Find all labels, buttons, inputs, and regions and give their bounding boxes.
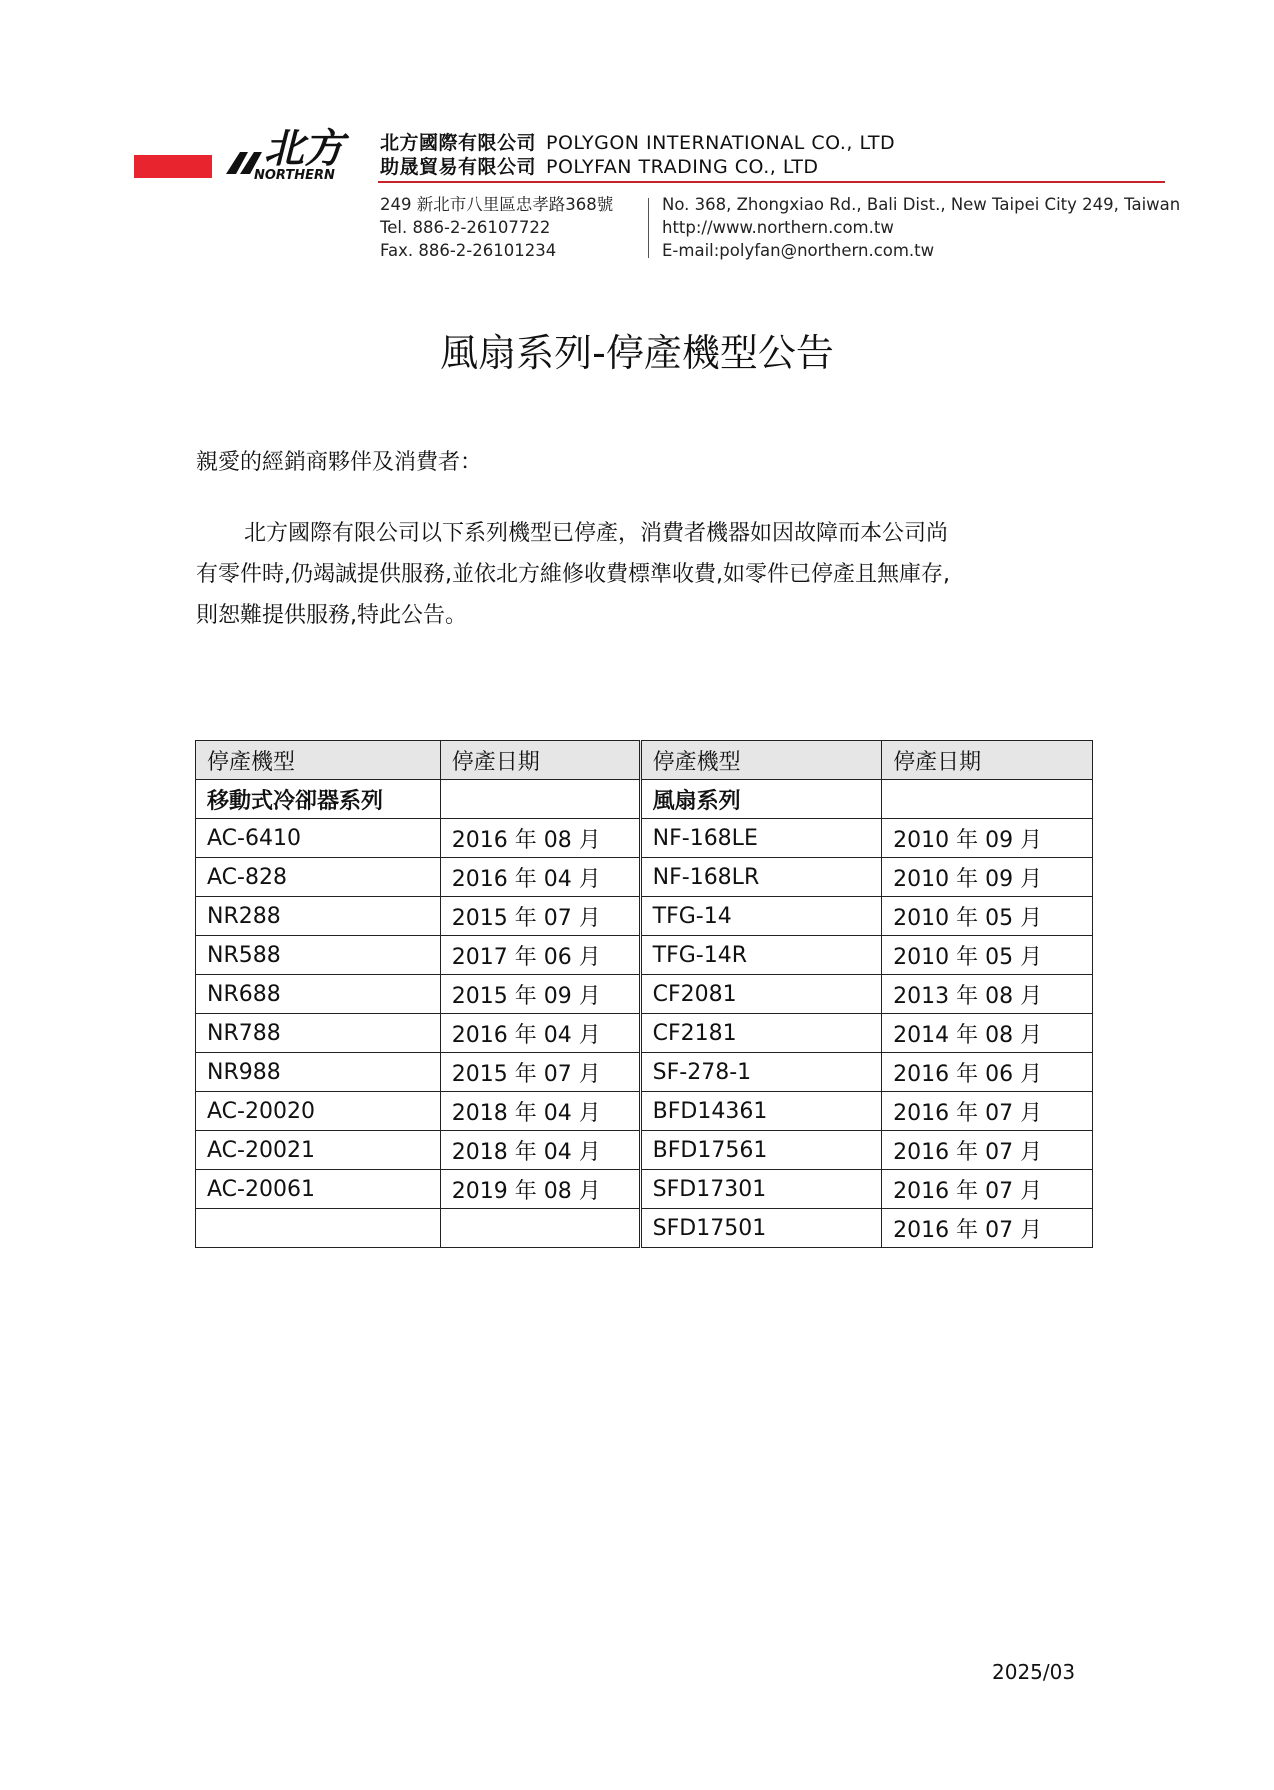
model-cell: BFD14361 <box>640 1092 882 1131</box>
model-cell: AC-828 <box>196 858 441 897</box>
date-cell: 2010 年 09 月 <box>882 819 1093 858</box>
model-cell: TFG-14R <box>640 936 882 975</box>
date-cell: 2016 年 04 月 <box>440 1014 640 1053</box>
model-cell: TFG-14 <box>640 897 882 936</box>
table-header-row <box>196 741 1093 780</box>
contact-separator <box>648 198 649 258</box>
table-cell-empty <box>882 780 1093 819</box>
date-cell: 2016 年 07 月 <box>882 1092 1093 1131</box>
table-row <box>196 1131 1093 1170</box>
website-link[interactable]: http://www.northern.com.tw <box>662 218 894 237</box>
logo-brand-chinese: 北方 <box>264 126 344 172</box>
table-row <box>196 975 1093 1014</box>
date-cell: 2014 年 08 月 <box>882 1014 1093 1053</box>
table-row <box>196 936 1093 975</box>
date-cell: 2016 年 04 月 <box>440 858 640 897</box>
company-name-zh: 助晟貿易有限公司 <box>380 156 537 178</box>
model-cell: NR688 <box>196 975 441 1014</box>
table-row <box>196 1170 1093 1209</box>
header-date: 停產日期 <box>440 741 640 780</box>
date-cell: 2016 年 07 月 <box>882 1131 1093 1170</box>
header-model: 停產機型 <box>640 741 882 780</box>
company-name-zh: 北方國際有限公司 <box>380 132 537 154</box>
date-cell: 2019 年 08 月 <box>440 1170 640 1209</box>
date-cell: 2016 年 08 月 <box>440 819 640 858</box>
model-cell: CF2081 <box>640 975 882 1014</box>
model-cell: BFD17561 <box>640 1131 882 1170</box>
table-row <box>196 897 1093 936</box>
model-cell <box>196 1209 441 1248</box>
header-model: 停產機型 <box>196 741 441 780</box>
date-cell: 2017 年 06 月 <box>440 936 640 975</box>
date-cell: 2016 年 06 月 <box>882 1053 1093 1092</box>
body-line: 則恕難提供服務,特此公告。 <box>196 603 467 628</box>
table-row <box>196 858 1093 897</box>
date-cell: 2015 年 07 月 <box>440 897 640 936</box>
company-line-polyfan <box>380 152 819 179</box>
model-cell: NR988 <box>196 1053 441 1092</box>
model-cell: NF-168LE <box>640 819 882 858</box>
date-cell: 2015 年 09 月 <box>440 975 640 1014</box>
table-row <box>196 1092 1093 1131</box>
contact-right <box>662 193 1180 262</box>
model-cell: AC-6410 <box>196 819 441 858</box>
model-cell: NF-168LR <box>640 858 882 897</box>
table-row <box>196 1014 1093 1053</box>
date-cell: 2010 年 05 月 <box>882 936 1093 975</box>
model-cell: NR788 <box>196 1014 441 1053</box>
date-cell: 2010 年 09 月 <box>882 858 1093 897</box>
table-group-row <box>196 780 1093 819</box>
date-cell: 2016 年 07 月 <box>882 1170 1093 1209</box>
header-divider <box>378 181 1165 183</box>
date-cell: 2015 年 07 月 <box>440 1053 640 1092</box>
model-cell: NR588 <box>196 936 441 975</box>
fax: Fax. 886-2-26101234 <box>380 241 557 260</box>
model-cell: SFD17501 <box>640 1209 882 1248</box>
address-zh: 249 新北市八里區忠孝路368號 <box>380 195 614 214</box>
body-line: 北方國際有限公司以下系列機型已停產，消費者機器如因故障而本公司尚 <box>244 521 949 546</box>
address-en: No. 368, Zhongxiao Rd., Bali Dist., New Taipei City 249, Taiwan <box>662 195 1181 214</box>
logo-brand-english: NORTHERN <box>254 168 335 183</box>
page-title: 風扇系列-停產機型公告 <box>440 331 834 375</box>
footer-date: 2025/03 <box>992 1660 1076 1684</box>
company-name-en: POLYGON INTERNATIONAL CO., LTD <box>546 132 896 154</box>
model-cell: AC-20021 <box>196 1131 441 1170</box>
model-cell: AC-20061 <box>196 1170 441 1209</box>
email-link[interactable]: E-mail:polyfan@northern.com.tw <box>662 241 935 260</box>
announcement-body <box>196 513 1076 636</box>
group-cooler-series: 移動式冷卻器系列 <box>196 780 441 819</box>
model-cell: CF2181 <box>640 1014 882 1053</box>
company-line-polygon <box>380 128 895 155</box>
model-cell: SF-278-1 <box>640 1053 882 1092</box>
group-fan-series: 風扇系列 <box>640 780 882 819</box>
model-cell: SFD17301 <box>640 1170 882 1209</box>
table-row <box>196 1209 1093 1248</box>
table-row <box>196 1053 1093 1092</box>
date-cell <box>440 1209 640 1248</box>
body-line: 有零件時,仍竭誠提供服務,並依北方維修收費標準收費,如零件已停產且無庫存, <box>196 562 950 587</box>
telephone: Tel. 886-2-26107722 <box>380 218 551 237</box>
contact-left <box>380 193 613 262</box>
date-cell: 2018 年 04 月 <box>440 1131 640 1170</box>
greeting: 親愛的經銷商夥伴及消費者： <box>196 450 483 475</box>
discontinued-models-table <box>195 740 1093 1248</box>
model-cell: NR288 <box>196 897 441 936</box>
date-cell: 2013 年 08 月 <box>882 975 1093 1014</box>
table-cell-empty <box>440 780 640 819</box>
table-row <box>196 819 1093 858</box>
model-cell: AC-20020 <box>196 1092 441 1131</box>
header-date: 停產日期 <box>882 741 1093 780</box>
date-cell: 2018 年 04 月 <box>440 1092 640 1131</box>
northern-logo <box>222 122 364 186</box>
date-cell: 2010 年 05 月 <box>882 897 1093 936</box>
date-cell: 2016 年 07 月 <box>882 1209 1093 1248</box>
company-name-en: POLYFAN TRADING CO., LTD <box>546 156 819 178</box>
header-red-bar <box>134 155 212 178</box>
